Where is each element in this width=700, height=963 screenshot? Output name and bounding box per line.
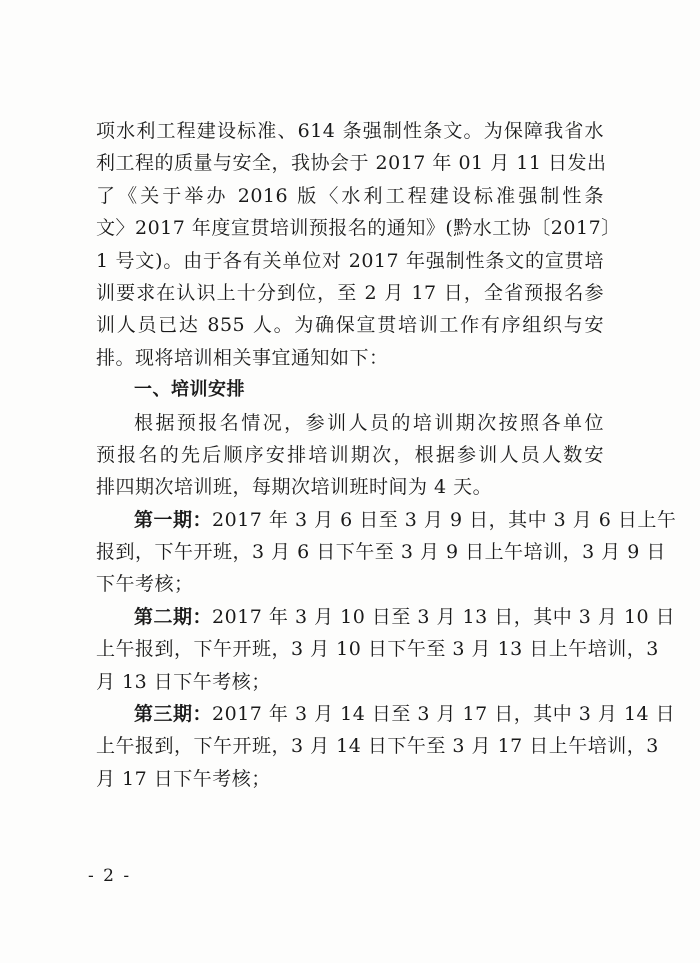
- period-3-first-line: [96, 698, 676, 730]
- period-1-label: 第一期：: [134, 508, 213, 531]
- period-2-dates: 2017 年 3 月 10 日至 3 月 13 日，其中 3 月 10 日: [212, 605, 676, 628]
- text-line: 项水利工程建设标准、614 条强制性条文。为保障我省水: [96, 120, 604, 142]
- text-line: 1 号文)。由于各有关单位对 2017 年强制性条文的宣贯培: [96, 249, 604, 272]
- text-line: 文〉2017 年度宣贯培训预报名的通知》(黔水工协〔2017〕: [96, 217, 621, 240]
- period-2-label: 第二期：: [134, 605, 213, 628]
- text-line: 训人员已达 855 人。为确保宣贯培训工作有序组织与安: [96, 314, 604, 337]
- period-3-label: 第三期：: [134, 703, 213, 726]
- text-line: 预报名的先后顺序安排培训期次，根据参训人员人数安: [96, 443, 604, 466]
- text-line: 报到，下午开班，3 月 6 日下午至 3 月 9 日上午培训，3 月 9 日: [96, 541, 666, 564]
- document-body: [96, 115, 677, 795]
- period-2-first-line: [96, 601, 676, 633]
- text-line: 月 17 日下午考核；: [96, 767, 271, 790]
- text-line: 利工程的质量与安全，我协会于 2017 年 01 月 11 日发出: [96, 152, 607, 175]
- page-number: - 2 -: [88, 866, 132, 886]
- text-line: 下午考核；: [96, 573, 194, 596]
- text-line: 月 13 日下午考核；: [96, 670, 271, 693]
- period-3-dates: 2017 年 3 月 14 日至 3 月 17 日，其中 3 月 14 日: [212, 703, 676, 726]
- text-line: 训要求在认识上十分到位，至 2 月 17 日，全省预报名参: [96, 281, 604, 304]
- text-line: 排。现将培训相关事宜通知如下：: [96, 346, 389, 369]
- text-line: 根据预报名情况，参训人员的培训期次按照各单位: [134, 411, 604, 434]
- section-heading: 一、培训安排: [134, 379, 245, 401]
- text-line: 上午报到，下午开班，3 月 14 日下午至 3 月 17 日上午培训，3: [96, 735, 659, 758]
- text-line: 上午报到，下午开班，3 月 10 日下午至 3 月 13 日上午培训，3: [96, 638, 659, 661]
- period-1-dates: 2017 年 3 月 6 日至 3 月 9 日，其中 3 月 6 日上午: [212, 508, 677, 531]
- period-1-first-line: [96, 504, 677, 536]
- text-line: 排四期次培训班，每期次培训班时间为 4 天。: [96, 476, 493, 499]
- text-line: 了《关于举办 2016 版〈水利工程建设标准强制性条: [96, 184, 604, 207]
